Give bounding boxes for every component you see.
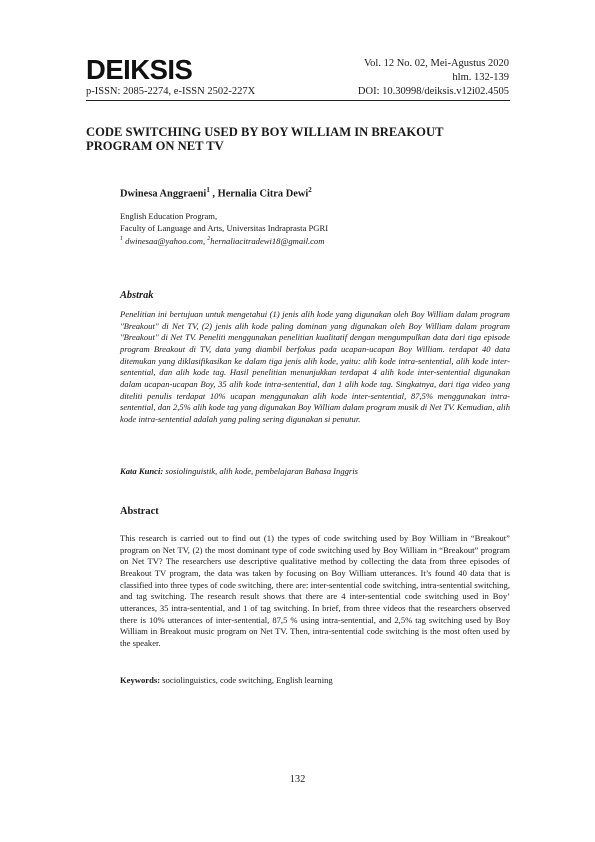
- header-rule: [86, 100, 510, 101]
- abstract-body: This research is carried out to find out (1) the types of code switching used by Boy William in “Breakout” program on Net TV, (2) the most dominant type of code switching used by Boy William in “Breakout” program on Net TV? The researchers use descriptive qualitative method by collecting the data from three episodes of Breakout TV program, the data was taken by focusing on Boy William utterances. It’s found 40 data that is classified into three types of code switching, there are: inter-sentential code switching, intra-sentential switching, and tag switching. The research result shows that there are 4 inter-sentential code switching used in Boy’ utterances, 35 intra-sentential, and 1 of tag switching. In brief, from three videos that the researchers observed there is 10% utterances of inter-sentential, 87,5 % using intra-sentential, and 2,5% tag switching used by Boy William in Breakout music program on Net TV. Then, intra-sentential code switching is the most often used by the speaker.: [120, 533, 510, 648]
- abstrak-body: Penelitian ini bertujuan untuk mengetahui (1) jenis alih kode yang digunakan oleh Boy William dalam program ''Breakout'' di Net TV, (2) jenis alih kode paling dominan yang digunakan oleh Boy William dalam program ''Breakout'' di Net TV. Peneliti menggunakan penelitian kualitatif dengan mengumpulkan data dari tiga episode program Breakout di TV, data yang diambil berfokus pada ucapan-ucapan Boy William. terdapat 40 data ditemukan yang diklasifikasikan ke dalam tiga jenis alih kode, yaitu: alih kode intra-sentential, alih kode inter-sentential, dan alih kode tag. Hasil penelitian menunjukkan terdapat 4 alih kode inter-sentential digunakan dalam ucapan-ucapan Boy, 35 alih kode intra-sentential, dan 1 alih kode tag. Singkatnya, dari tiga video yang diteliti penulis terdapat 10% ucapan menggunakan alih kode inter-sentential, 87,5% menggunakan intra-sentential, dan 2,5% alih kode tag yang digunakan Boy William dalam program musik di Net TV. Kemudian, alih kode intra-sentential adalah yang paling sering digunakan si penutur.: [120, 309, 510, 424]
- paper-title: CODE SWITCHING USED BY BOY WILLIAM IN BREAKOUT PROGRAM ON NET TV: [86, 125, 444, 153]
- page-number: 132: [289, 774, 306, 785]
- keywords-label: Keywords:: [120, 675, 161, 685]
- email-address[interactable]: dwinesaa@yahoo.com,: [123, 235, 208, 246]
- abstrak-heading: Abstrak: [120, 290, 154, 301]
- pages-line: hlm. 132-139: [452, 72, 509, 83]
- author-name: Hernalia Citra Dewi: [217, 188, 309, 200]
- author-affiliation-marker: 2: [308, 186, 312, 194]
- keywords-text: sociolinguistics, code switching, English learning: [160, 675, 333, 685]
- email-marker: 2: [207, 236, 211, 242]
- issue-info: [358, 57, 509, 99]
- affiliation-faculty: Faculty of Language and Arts, Universitas Indraprasta PGRI: [120, 222, 329, 233]
- kata-kunci-text: sosiolinguistik, alih kode, pembelajaran Bahasa Inggris: [163, 466, 359, 476]
- email-marker: 1: [120, 236, 123, 242]
- volume-line: Vol. 12 No. 02, Mei-Agustus 2020: [363, 58, 509, 69]
- keywords: [120, 675, 333, 685]
- author-emails: [120, 234, 328, 247]
- abstract-heading: Abstract: [120, 506, 159, 517]
- author-separator: ,: [209, 188, 218, 200]
- kata-kunci: [120, 466, 358, 476]
- author-name: Dwinesa Anggraeni: [120, 188, 207, 200]
- affiliation-program: English Education Program,: [120, 211, 218, 221]
- author-affiliation-marker: 1: [206, 186, 210, 194]
- issn-line: p-ISSN: 2085-2274, e-ISSN 2502-227X: [86, 86, 256, 97]
- kata-kunci-label: Kata Kunci:: [120, 466, 164, 476]
- journal-logo: DEIKSIS: [86, 54, 193, 85]
- author-list: [120, 184, 312, 200]
- affiliation-block: [120, 211, 328, 247]
- doi-line: DOI: 10.30998/deiksis.v12i02.4505: [357, 86, 509, 97]
- email-address[interactable]: hernaliacitradewi18@gmail.com: [210, 235, 325, 246]
